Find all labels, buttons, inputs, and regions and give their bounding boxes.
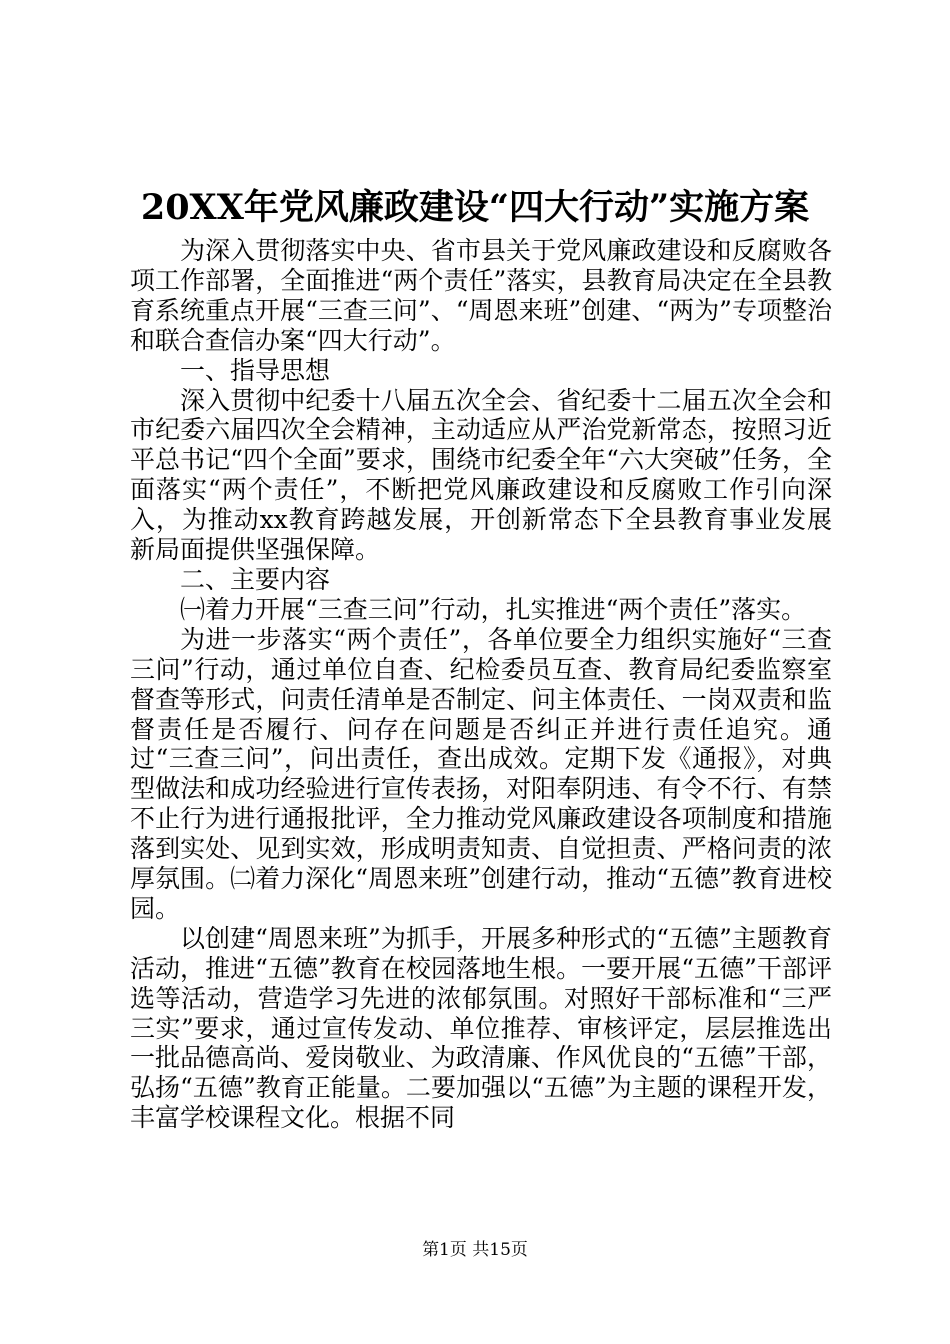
- document-body: [130, 236, 832, 1133]
- section-heading-guiding-ideology: 一、指导思想: [180, 355, 331, 385]
- paragraph-intro: 为深入贯彻落实中央、省市县关于党风廉政建设和反腐败各项工作部署，全面推进“两个责任”落实，县教育局决定在全县教育系统重点开展“三查三问”、“周恩来班”创建、“两为”专项整治和联合查信办案“四大行动”。: [130, 236, 832, 355]
- subheading-three-checks: ㈠着力开展“三查三问”行动，扎实推进“两个责任”落实。: [180, 594, 807, 624]
- section-heading-main-content: 二、主要内容: [180, 564, 331, 594]
- page-number: 第1页 共15页: [422, 1240, 528, 1260]
- paragraph-three-checks: 为进一步落实“两个责任”，各单位要全力组织实施好“三查三问”行动，通过单位自查、纪检委员互查、教育局纪委监察室督查等形式，问责任清单是否制定、问主体责任、一岗双责和监督责任是否履行、问存在问题是否纠正并进行责任追究。通过“三查三问”，问出责任，查出成效。定期下发《通报》，对典型做法和成功经验进行宣传表扬，对阳奉阴违、有令不行、有禁不止行为进行通报批评，全力推动党风廉政建设各项制度和措施落到实处、见到实效，形成明责知责、自觉担责、严格问责的浓厚氛围。㈡着力深化“周恩来班”创建行动，推动“五德”教育进校园。: [130, 624, 832, 923]
- paragraph-guiding-ideology: 深入贯彻中纪委十八届五次全会、省纪委十二届五次全会和市纪委六届四次全会精神，主动适应从严治党新常态，按照习近平总书记“四个全面”要求，围绕市纪委全年“六大突破”任务，全面落实“两个责任”，不断把党风廉政建设和反腐败工作引向深入，为推动xx教育跨越发展，开创新常态下全县教育事业发展新局面提供坚强保障。: [130, 385, 832, 565]
- page-title: 20XX年党风廉政建设“四大行动”实施方案: [140, 187, 810, 228]
- paragraph-five-virtues: 以创建“周恩来班”为抓手，开展多种形式的“五德”主题教育活动，推进“五德”教育在校园落地生根。一要开展“五德”干部评选等活动，营造学习先进的浓郁氛围。对照好干部标准和“三严三实”要求，通过宣传发动、单位推荐、审核评定，层层推选出一批品德高尚、爱岗敬业、为政清廉、作风优良的“五德”干部，弘扬“五德”教育正能量。二要加强以“五德”为主题的课程开发，丰富学校课程文化。根据不同: [130, 923, 832, 1133]
